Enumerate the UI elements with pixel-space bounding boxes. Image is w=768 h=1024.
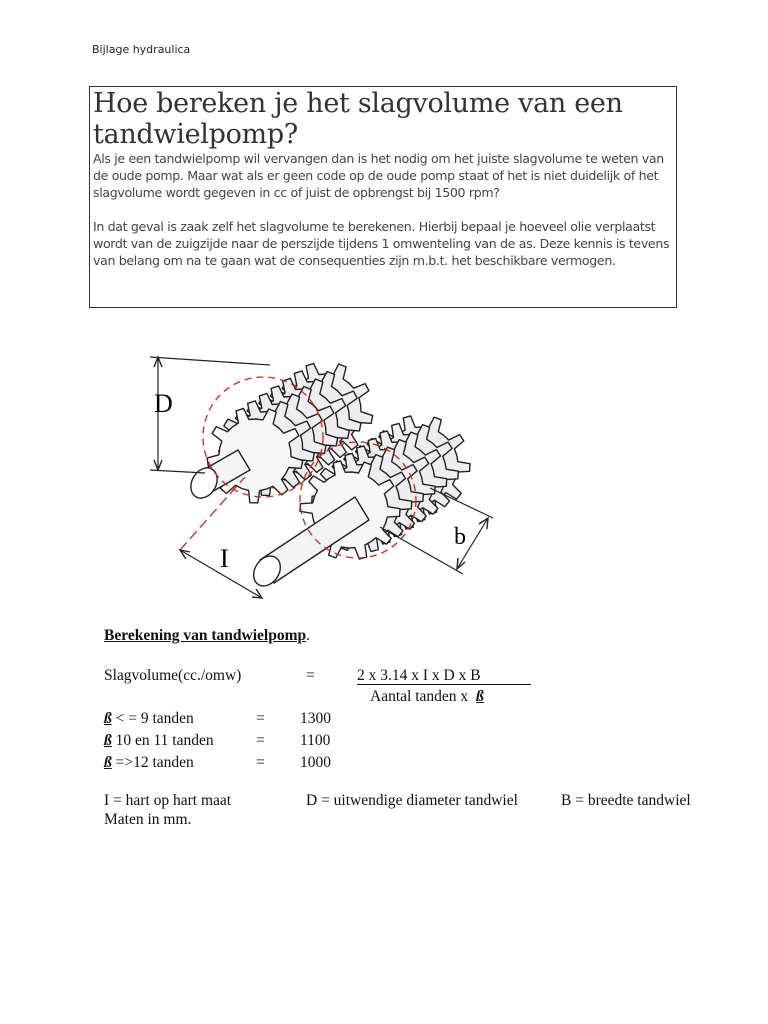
- calculation-title: Berekening van tandwielpomp: [104, 627, 307, 644]
- beta-row-equals: =: [256, 754, 265, 771]
- fraction-line: [357, 684, 531, 685]
- gear-pump-diagram: [150, 345, 510, 610]
- page-title: Hoe bereken je het slagvolume van een tandwielpomp?: [93, 88, 623, 150]
- intro-paragraph-1: Als je een tandwielpomp wil vervangen dan is het nodig om het juiste slagvolume te weten van de oude pomp. Maar wat als er geen code op de oude pomp staat of het is niet duidelijk of het slagvolume wordt gegeven in cc of juist de opbrengst bij 1500 rpm?: [93, 151, 664, 200]
- beta-row: [104, 754, 194, 772]
- beta-symbol: ß: [476, 688, 484, 705]
- beta-row-label: 10 en 11 tanden: [115, 732, 214, 749]
- label-b: b: [454, 524, 466, 550]
- formula-numerator: 2 x 3.14 x I x D x B: [357, 667, 481, 684]
- beta-row: [104, 710, 194, 728]
- beta-row-equals: =: [256, 732, 265, 749]
- beta-symbol: ß: [104, 732, 112, 749]
- beta-row-label: =>12 tanden: [115, 754, 194, 771]
- beta-row-equals: =: [256, 710, 265, 727]
- beta-row: [104, 732, 214, 750]
- beta-row-value: 1300: [300, 710, 331, 727]
- formula-denominator: Aantal tanden x: [370, 688, 469, 705]
- beta-row-value: 1000: [300, 754, 331, 771]
- legend-d: D = uitwendige diameter tandwiel: [306, 792, 518, 809]
- beta-symbol: ß: [104, 754, 112, 771]
- formula-equals: =: [306, 667, 315, 684]
- calculation-title-suffix: .: [306, 627, 310, 644]
- legend-i: I = hart op hart maat: [104, 792, 232, 809]
- beta-symbol: ß: [104, 710, 112, 727]
- page-header-label: Bijlage hydraulica: [92, 43, 191, 56]
- intro-box: [89, 86, 677, 308]
- formula-label: Slagvolume(cc./omw): [104, 667, 242, 684]
- legend-b: B = breedte tandwiel: [561, 792, 691, 809]
- intro-paragraph-2: In dat geval is zaak zelf het slagvolume te berekenen. Hierbij bepaal je hoeveel olie verplaatst wordt van de zuigzijde naar de perszijde tijdens 1 omwenteling van de as. Deze kennis is tevens van belang om na te gaan wat de consequenties zijn m.b.t. het beschikbare vermogen.: [93, 219, 670, 268]
- dimension-d-extension-top: [150, 357, 270, 365]
- units-note: Maten in mm.: [104, 811, 192, 828]
- beta-row-label: < = 9 tanden: [115, 710, 194, 727]
- label-i: I: [220, 544, 229, 573]
- beta-row-value: 1100: [300, 732, 331, 749]
- label-d: D: [154, 389, 173, 418]
- dimension-b-extension-low: [380, 527, 463, 574]
